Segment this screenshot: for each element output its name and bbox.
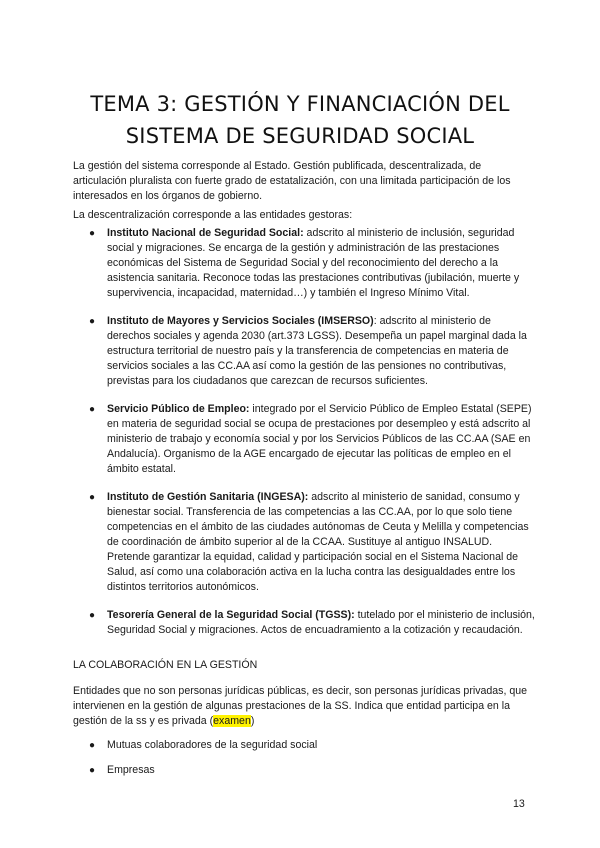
bullet-icon: ● xyxy=(89,740,96,751)
bullet-icon: ● xyxy=(89,316,96,327)
entity-description: tutelado por el ministerio de inclusión, Seguridad Social y migraciones. Actos de encuadramiento a la cotización y recaudación. xyxy=(107,609,535,636)
list-item xyxy=(73,738,535,753)
page-title: TEMA 3: GESTIÓN Y FINANCIACIÓN DEL SISTEMA DE SEGURIDAD SOCIAL xyxy=(90,92,510,149)
bullet-icon: ● xyxy=(89,228,96,239)
intro-paragraph: La gestión del sistema corresponde al Estado. Gestión publificada, descentralizada, de articulación pluralista con fuerte grado de estatalización, con una limitada participación de los interesados en los órganos de gobierno. xyxy=(73,159,511,202)
entity-name: Tesorería General de la Seguridad Social (TGSS): xyxy=(107,609,355,621)
entity-name: Instituto de Gestión Sanitaria (INGESA): xyxy=(107,491,309,503)
list-item xyxy=(73,226,535,301)
section-heading: LA COLABORACIÓN EN LA GESTIÓN xyxy=(73,659,258,671)
bullet-icon: ● xyxy=(89,765,96,776)
bullet-icon: ● xyxy=(89,404,96,415)
colaboracion-close: ) xyxy=(250,715,255,727)
colaboracion-text: Entidades que no son personas jurídicas públicas, es decir, son personas jurídicas privadas, que intervienen en la gestión de algunas prestaciones de la SS. Indica que entidad participa en la gestión de la ss y es privada ( xyxy=(73,685,528,727)
examen-highlight: examen xyxy=(213,715,251,727)
colaboracion-paragraph xyxy=(73,684,533,729)
colaborador-label: Empresas xyxy=(107,764,155,776)
bullet-icon: ● xyxy=(89,610,96,621)
colaboradores-list xyxy=(73,738,535,791)
colaborador-label: Mutuas colaboradores de la seguridad social xyxy=(107,739,318,751)
list-item xyxy=(73,490,535,595)
entity-name: Instituto Nacional de Seguridad Social: xyxy=(107,227,304,239)
bullet-icon: ● xyxy=(89,492,96,503)
entity-description: integrado por el Servicio Público de Empleo Estatal (SEPE) en materia de seguridad social se ocupa de prestaciones por desempleo y está adscrito al ministerio de trabajo y economía social y por los Servicios Públicos de las CC.AA (SAE en Andalucía). Organismo de la AGE encargado de ejecutar las políticas de empleo en el ámbito estatal. xyxy=(107,403,532,475)
list-item xyxy=(73,402,535,477)
entity-description: adscrito al ministerio de inclusión, seguridad social y migraciones. Se encarga de la gestión y administración de las prestaciones económicas del Sistema de Seguridad Social y del reconocimiento del derecho a la asistencia sanitaria. Reconoce todas las prestaciones contributivas (jubilación, muerte y supervivencia, incapacidad, maternidad…) y también el Ingreso Mínimo Vital. xyxy=(107,227,520,299)
entity-name: Instituto de Mayores y Servicios Sociales (IMSERSO) xyxy=(107,315,374,327)
entity-name: Servicio Público de Empleo: xyxy=(107,403,250,415)
list-item xyxy=(73,608,535,638)
entity-description: : adscrito al ministerio de derechos sociales y agenda 2030 (art.373 LGSS). Desempeña un papel marginal dada la estructura territorial de nuestro país y la transferencia de competencias en materia de servicios sociales a las CC.AA así como la gestión de las pensiones no contributivas, previstas para los ciudadanos que carezcan de recursos suficientes. xyxy=(107,315,527,387)
entidades-list xyxy=(73,226,535,651)
list-item xyxy=(73,763,535,778)
page-number: 13 xyxy=(513,798,525,810)
list-item xyxy=(73,314,535,389)
entity-description: adscrito al ministerio de sanidad, consumo y bienestar social. Transferencia de las competencias a las CC.AA, por lo que solo tiene competencias en el ámbito de las ciudades autónomas de Ceuta y Melilla y competencias de coordinación de ámbito superior al de la CCAA. Sustituye al antiguo INSALUD. Pretende garantizar la equidad, calidad y participación social en el Sistema Nacional de Salud, así como una colaboración activa en la lucha contra las desigualdades entre los distintos territorios autonómicos. xyxy=(107,491,529,593)
descentralizacion-paragraph: La descentralización corresponde a las entidades gestoras: xyxy=(73,208,353,221)
